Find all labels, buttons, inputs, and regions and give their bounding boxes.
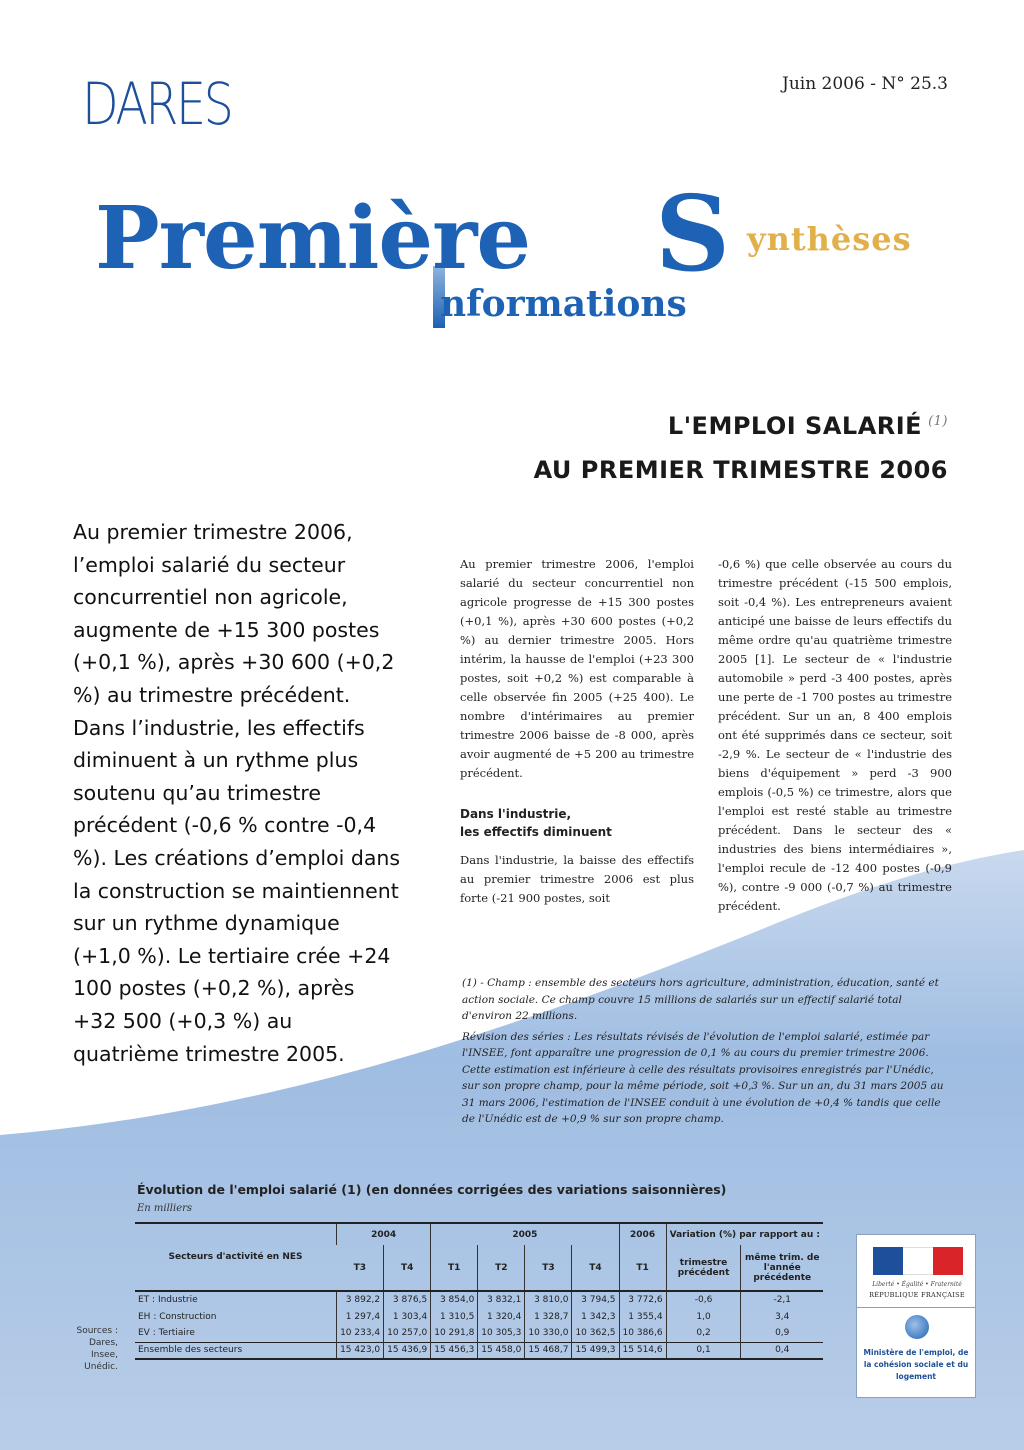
variation-col-header: trimestre précédent — [666, 1245, 741, 1291]
table-cell: 3 876,5 — [384, 1291, 431, 1308]
headline-line1: L'EMPLOI SALARIÉ — [667, 412, 923, 440]
table-cell: 3 772,6 — [619, 1291, 666, 1308]
table-cell: 0,9 — [741, 1325, 823, 1342]
french-flag-icon — [873, 1247, 963, 1275]
masthead-informations: nformations — [440, 283, 687, 325]
table-row-total — [135, 1342, 823, 1359]
divider — [857, 1307, 975, 1308]
table-row — [135, 1308, 823, 1325]
row-label: EH : Construction — [138, 1311, 217, 1322]
table-cell: 1 310,5 — [431, 1308, 478, 1325]
table-cell: 10 233,4 — [337, 1325, 384, 1342]
employment-table — [135, 1222, 823, 1360]
quarter-header: T4 — [572, 1245, 619, 1291]
body-paragraph: -0,6 %) que celle observée au cours du trimestre précédent (-15 500 emplois, soit -0,4 %). Les entrepreneurs avaient anticipé une baisse de leurs effectifs du même ordre qu'au quatrième trimestre 2005 [1]. Le secteur de « l'industrie automobile » perd -3 400 postes, après une perte de -1 700 postes au trimestre précédent. Sur un an, 8 400 emplois ont été supprimés dans ce secteur, soit -2,9 %. Le secteur de « l'industrie des biens d'équipement » perd -3 900 emplois (-0,5 %) ce trimestre, alors que l'emploi est resté stable au trimestre précédent. Dans le secteur des « industries des biens intermédiaires », l'emploi recule de -12 400 postes (-0,9 %), contre -9 000 (-0,7 %) au trimestre précédent. — [718, 557, 952, 913]
headline-note-ref: (1) — [928, 414, 948, 429]
table-cell: 1 355,4 — [619, 1308, 666, 1325]
variation-col-header: même trim. de l'année précédente — [741, 1245, 823, 1291]
quarter-header: T2 — [478, 1245, 525, 1291]
table-cell: 15 423,0 — [337, 1342, 384, 1359]
table-cell: 1 320,4 — [478, 1308, 525, 1325]
table-cell: 1 297,4 — [337, 1308, 384, 1325]
body-column-2 — [718, 555, 952, 916]
section-subhead — [460, 805, 694, 841]
row-label: EV : Tertiaire — [138, 1328, 195, 1339]
footnote: (1) - Champ : ensemble des secteurs hors agriculture, administration, éducation, santé et action sociale. Ce champ couvre 15 millions de salariés sur un effectif salarié total d'environ 22 millions. — [462, 977, 939, 1022]
quarter-header: T1 — [431, 1245, 478, 1291]
row-label: Ensemble des secteurs — [135, 1342, 337, 1359]
table-cell: 3 810,0 — [525, 1291, 572, 1308]
row-label: ET : Industrie — [135, 1291, 337, 1308]
government-logo-box — [856, 1234, 976, 1398]
table-sources: Sources : Dares, Insee, Unédic. — [76, 1326, 118, 1372]
table-cell: 10 291,8 — [431, 1325, 478, 1342]
sector-header: Secteurs d'activité en NES — [135, 1223, 337, 1291]
republic-motto: Liberté • Égalité • Fraternité — [872, 1281, 962, 1288]
year-header: 2006 — [619, 1223, 666, 1245]
table-cell: -2,1 — [741, 1291, 823, 1308]
table-cell: -0,6 — [666, 1291, 741, 1308]
quarter-header: T3 — [525, 1245, 572, 1291]
year-header: 2004 — [337, 1223, 431, 1245]
masthead-logo — [95, 172, 955, 338]
table-cell: 3 794,5 — [572, 1291, 619, 1308]
table-unit: En milliers — [137, 1203, 193, 1214]
ministry-name: Ministère de l'emploi, de la cohésion sociale et du logement — [863, 1348, 969, 1381]
subhead-line: les effectifs diminuent — [460, 825, 612, 839]
headline — [534, 400, 948, 492]
quarter-header: T3 — [353, 1262, 367, 1273]
dares-logo: DARES — [82, 70, 232, 138]
republic-name: RÉPUBLIQUE FRANÇAISE — [869, 1291, 965, 1299]
table-cell: 10 305,3 — [478, 1325, 525, 1342]
table-cell: 3 854,0 — [431, 1291, 478, 1308]
footnote: Révision des séries : Les résultats révisés de l'évolution de l'emploi salarié, estimée par l'INSEE, font apparaître une progression de 0,1 % au cours du premier trimestre 2006. Cette estimation est inférieure à celle des résultats provisoires enregistrés par l'Unédic, sur son propre champ, pour la même période, soit +0,3 %. Sur un an, du 31 mars 2005 au 31 mars 2006, l'estimation de l'INSEE conduit à une évolution de +0,4 % tandis que celle de l'Unédic est de +0,9 % sur son propre champ. — [462, 1030, 944, 1125]
table-cell: 3 832,1 — [478, 1291, 525, 1308]
table-title: Évolution de l'emploi salarié (1) (en données corrigées des variations saisonnières) — [137, 1182, 727, 1197]
masthead-premieres: Première — [95, 188, 531, 289]
table-cell: 15 468,7 — [525, 1342, 572, 1359]
table-cell: 1 342,3 — [572, 1308, 619, 1325]
masthead-s: S — [655, 172, 731, 295]
table-cell: 10 386,6 — [619, 1325, 666, 1342]
quarter-header: T1 — [619, 1245, 666, 1291]
table-cell: 3 892,2 — [337, 1291, 384, 1308]
table-cell: 15 458,0 — [478, 1342, 525, 1359]
subhead-line: Dans l'industrie, — [460, 807, 572, 821]
year-header: 2005 — [431, 1223, 619, 1245]
table-cell: 1 328,7 — [525, 1308, 572, 1325]
table-cell: 1,0 — [666, 1308, 741, 1325]
body-paragraph: Au premier trimestre 2006, l'emploi salarié du secteur concurrentiel non agricole progresse de +15 300 postes (+0,1 %), après +30 600 postes (+0,2 %) au dernier trimestre 2005. Hors intérim, la hausse de l'emploi (+23 300 postes, soit +0,2 %) est comparable à celle observée fin 2005 (+25 400). Le nombre d'intérimaires au premier trimestre 2006 baisse de -8 000, après avoir augmenté de +5 200 au trimestre précédent. — [460, 557, 694, 780]
table-cell: 15 499,3 — [572, 1342, 619, 1359]
table-cell: 10 330,0 — [525, 1325, 572, 1342]
masthead-syntheses: ynthèses — [747, 220, 912, 258]
body-column-1 — [460, 555, 694, 908]
issue-number: Juin 2006 - N° 25.3 — [782, 74, 948, 94]
table-cell: 0,2 — [666, 1325, 741, 1342]
table-cell: 10 257,0 — [384, 1325, 431, 1342]
table-cell: 0,4 — [741, 1342, 823, 1359]
table-cell: 1 303,4 — [384, 1308, 431, 1325]
lead-paragraph: Au premier trimestre 2006, l’emploi salarié du secteur concurrentiel non agricole, augmente de +15 300 postes (+0,1 %), après +30 600 (+0,2 %) au trimestre précédent. Dans l’industrie, les effectifs diminuent à un rythme plus soutenu qu’au trimestre précédent (-0,6 % contre -0,4 %). Les créations d’emploi dans la construction se maintiennent sur un rythme dynamique (+1,0 %). Le tertiaire crée +24 100 postes (+0,2 %), après +32 500 (+0,3 %) au quatrième trimestre 2005. — [73, 520, 401, 1066]
ministry-emblem-icon — [905, 1315, 929, 1339]
body-paragraph: Dans l'industrie, la baisse des effectifs au premier trimestre 2006 est plus forte (-21 900 postes, soit — [460, 853, 694, 905]
variation-header: Variation (%) par rapport au : — [666, 1223, 823, 1245]
table-cell: 3,4 — [741, 1308, 823, 1325]
headline-line2: AU PREMIER TRIMESTRE 2006 — [533, 456, 948, 484]
table-cell: 0,1 — [666, 1342, 741, 1359]
quarter-header: T4 — [384, 1245, 431, 1291]
table-cell: 15 456,3 — [431, 1342, 478, 1359]
table-row — [135, 1325, 823, 1342]
table-row — [135, 1291, 823, 1308]
table-cell: 10 362,5 — [572, 1325, 619, 1342]
footnotes — [462, 975, 952, 1128]
table-cell: 15 436,9 — [384, 1342, 431, 1359]
table-cell: 15 514,6 — [619, 1342, 666, 1359]
